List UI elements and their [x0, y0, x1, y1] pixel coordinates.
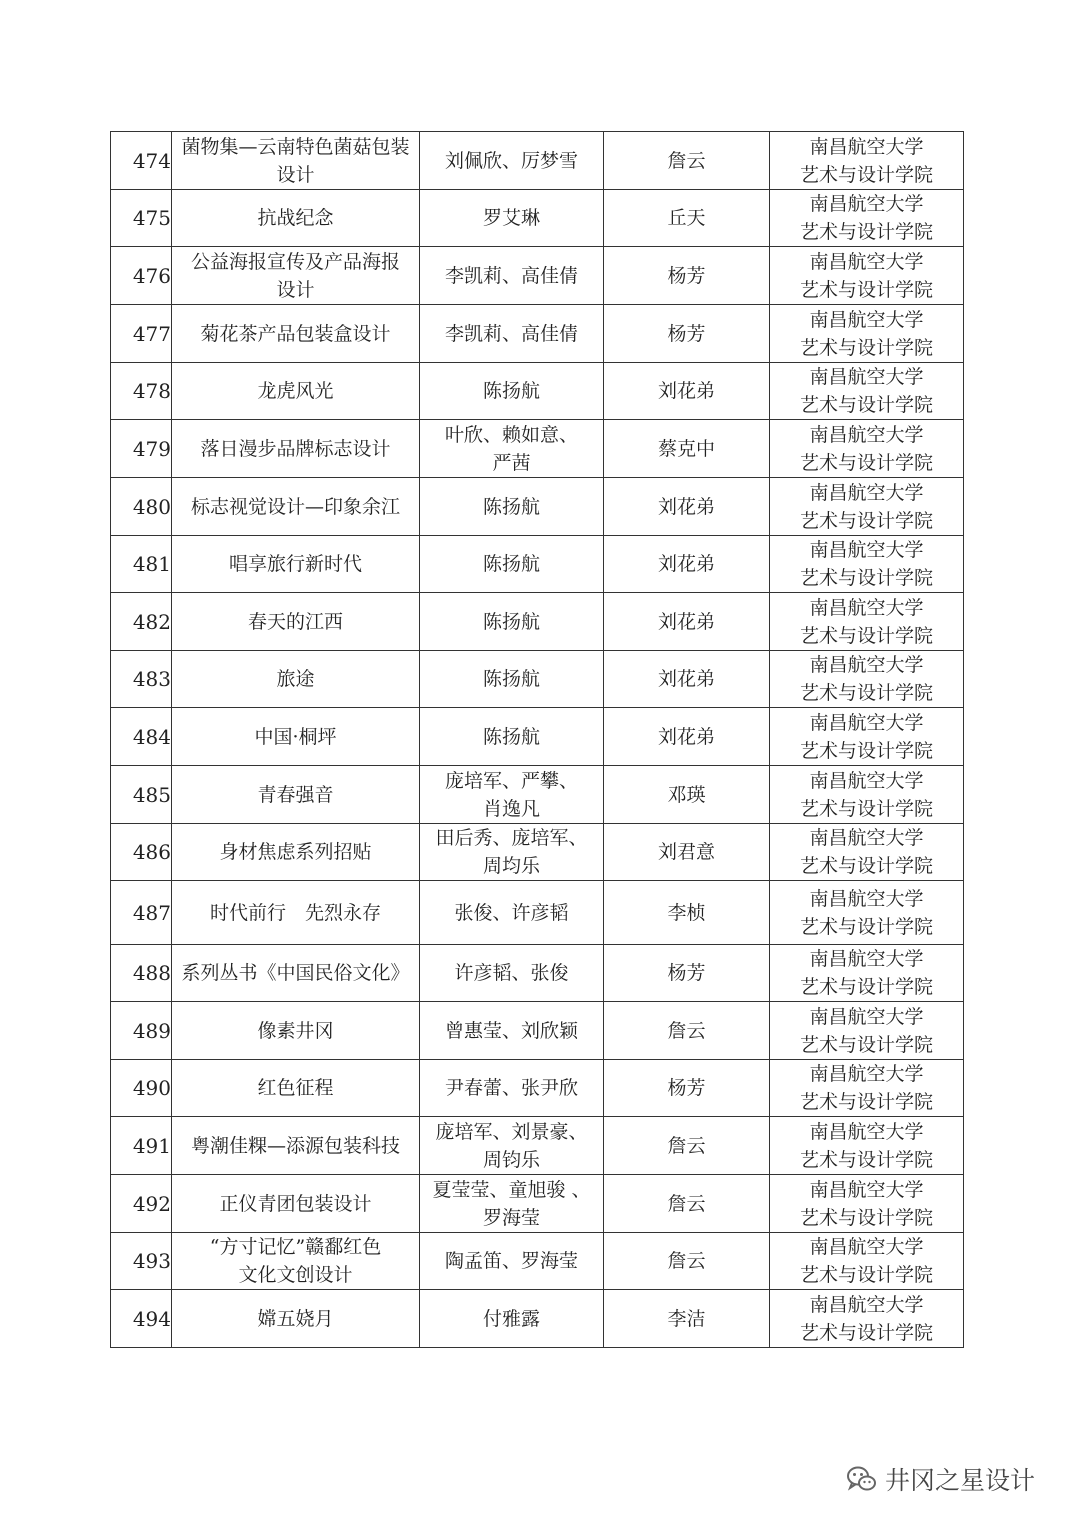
work-title-line: 菌物集—云南特色菌菇包装	[181, 135, 410, 158]
authors-line: 李凯莉、高佳倩	[444, 264, 578, 287]
advisor: 刘花弟	[604, 536, 770, 593]
institution-line: 艺术与设计学院	[799, 163, 933, 186]
row-number: 492	[111, 1175, 172, 1233]
row-number: 488	[111, 945, 172, 1002]
institution-line: 艺术与设计学院	[799, 1264, 933, 1286]
institution-line: 艺术与设计学院	[799, 567, 933, 589]
institution-line: 艺术与设计学院	[799, 451, 933, 474]
institution	[770, 945, 964, 1002]
authors-line: 陶孟笛、罗海莹	[444, 1250, 578, 1272]
institution-line: 南昌航空大学	[809, 539, 924, 561]
row-number: 481	[111, 536, 172, 593]
institution-line: 南昌航空大学	[809, 1293, 924, 1316]
authors	[420, 363, 604, 420]
institution	[770, 1117, 964, 1175]
institution-line: 南昌航空大学	[809, 481, 924, 504]
institution-line: 南昌航空大学	[809, 366, 924, 388]
work-title	[172, 945, 420, 1002]
work-title	[172, 881, 420, 945]
work-title-line: 粤潮佳粿—添源包装科技	[190, 1134, 400, 1157]
advisor: 李桢	[604, 881, 770, 945]
authors-line: 罗海莹	[482, 1206, 540, 1229]
wechat-icon	[845, 1462, 879, 1496]
institution	[770, 881, 964, 945]
work-title-line: 设计	[276, 278, 315, 301]
row-number: 476	[111, 247, 172, 305]
authors-line: 陈扬航	[482, 553, 540, 575]
row-number: 494	[111, 1290, 172, 1348]
work-title	[172, 363, 420, 420]
watermark	[845, 1462, 1035, 1496]
advisor: 杨芳	[604, 247, 770, 305]
work-title	[172, 651, 420, 708]
institution	[770, 132, 964, 190]
work-title	[172, 190, 420, 247]
authors	[420, 536, 604, 593]
work-title-line: 菊花茶产品包装盒设计	[200, 322, 391, 345]
table-row	[111, 363, 964, 420]
authors-line: 肖逸凡	[482, 797, 540, 820]
authors-line: 周均乐	[482, 855, 540, 877]
row-number: 489	[111, 1002, 172, 1060]
institution-line: 艺术与设计学院	[799, 624, 933, 647]
authors-line: 陈扬航	[482, 668, 540, 690]
authors-line: 刘佩欣、厉梦雪	[444, 149, 578, 172]
award-list-table	[110, 131, 964, 1348]
advisor: 刘花弟	[604, 478, 770, 536]
authors-line: 周钧乐	[482, 1148, 540, 1171]
institution-line: 艺术与设计学院	[799, 394, 933, 416]
work-title	[172, 305, 420, 363]
institution	[770, 1290, 964, 1348]
work-title-line: 抗战纪念	[257, 207, 334, 229]
authors-line: 张俊、许彦韬	[454, 901, 569, 924]
institution-line: 南昌航空大学	[809, 887, 924, 910]
authors	[420, 1290, 604, 1348]
advisor: 詹云	[604, 1117, 770, 1175]
institution-line: 艺术与设计学院	[799, 1321, 933, 1344]
institution	[770, 305, 964, 363]
table-row	[111, 1175, 964, 1233]
authors-line: 夏莹莹、童旭骏 、	[432, 1178, 591, 1201]
table-row	[111, 1290, 964, 1348]
row-number: 485	[111, 766, 172, 824]
authors-line: 许彦韬、张俊	[454, 962, 569, 984]
authors	[420, 1117, 604, 1175]
authors	[420, 708, 604, 766]
row-number: 480	[111, 478, 172, 536]
institution	[770, 420, 964, 478]
advisor: 刘君意	[604, 824, 770, 881]
work-title-line: 系列丛书《中国民俗文化》	[181, 962, 410, 984]
table-row	[111, 1060, 964, 1117]
table-row	[111, 766, 964, 824]
authors	[420, 766, 604, 824]
institution-line: 艺术与设计学院	[799, 1033, 933, 1056]
institution	[770, 1060, 964, 1117]
authors-line: 陈扬航	[482, 495, 540, 518]
table-row	[111, 1117, 964, 1175]
work-title-line: 春天的江西	[247, 610, 343, 633]
authors-line: 陈扬航	[482, 725, 540, 748]
authors	[420, 305, 604, 363]
authors	[420, 945, 604, 1002]
advisor: 詹云	[604, 132, 770, 190]
advisor: 杨芳	[604, 1060, 770, 1117]
authors	[420, 190, 604, 247]
advisor: 刘花弟	[604, 363, 770, 420]
work-title	[172, 824, 420, 881]
advisor: 詹云	[604, 1175, 770, 1233]
advisor: 刘花弟	[604, 708, 770, 766]
table-row	[111, 478, 964, 536]
work-title-line: 标志视觉设计—印象余江	[190, 495, 400, 518]
authors-line: 曾惠莹、刘欣颖	[444, 1019, 578, 1042]
institution	[770, 363, 964, 420]
authors	[420, 1233, 604, 1290]
authors-line: 庞培军、严攀、	[444, 769, 578, 792]
institution	[770, 1233, 964, 1290]
institution	[770, 708, 964, 766]
advisor: 蔡克中	[604, 420, 770, 478]
row-number: 474	[111, 132, 172, 190]
work-title	[172, 132, 420, 190]
institution	[770, 190, 964, 247]
advisor: 詹云	[604, 1002, 770, 1060]
advisor: 李洁	[604, 1290, 770, 1348]
institution	[770, 766, 964, 824]
advisor: 詹云	[604, 1233, 770, 1290]
work-title-line: 落日漫步品牌标志设计	[200, 437, 391, 460]
work-title	[172, 1175, 420, 1233]
row-number: 491	[111, 1117, 172, 1175]
institution-line: 南昌航空大学	[809, 1005, 924, 1028]
authors	[420, 881, 604, 945]
institution-line: 艺术与设计学院	[799, 976, 933, 998]
row-number: 490	[111, 1060, 172, 1117]
institution	[770, 651, 964, 708]
table-row	[111, 593, 964, 651]
institution-line: 艺术与设计学院	[799, 855, 933, 877]
institution-line: 南昌航空大学	[809, 711, 924, 734]
work-title-line: 中国·桐坪	[254, 725, 337, 748]
work-title	[172, 708, 420, 766]
work-title-line: 身材焦虑系列招贴	[219, 841, 372, 863]
institution	[770, 536, 964, 593]
institution-line: 艺术与设计学院	[799, 509, 933, 532]
work-title	[172, 1002, 420, 1060]
advisor: 丘天	[604, 190, 770, 247]
advisor: 刘花弟	[604, 651, 770, 708]
institution-line: 艺术与设计学院	[799, 278, 933, 301]
work-title	[172, 247, 420, 305]
institution-line: 南昌航空大学	[809, 596, 924, 619]
table-row	[111, 190, 964, 247]
authors	[420, 593, 604, 651]
work-title	[172, 478, 420, 536]
table-row	[111, 824, 964, 881]
authors-line: 付雅露	[482, 1307, 540, 1330]
table-row	[111, 881, 964, 945]
institution-line: 艺术与设计学院	[799, 336, 933, 359]
work-title-line: 正仪青团包装设计	[219, 1192, 372, 1215]
table-row	[111, 132, 964, 190]
institution	[770, 1175, 964, 1233]
institution-line: 艺术与设计学院	[799, 797, 933, 820]
authors	[420, 651, 604, 708]
table-row	[111, 420, 964, 478]
authors	[420, 1060, 604, 1117]
row-number: 482	[111, 593, 172, 651]
authors	[420, 1175, 604, 1233]
work-title	[172, 1233, 420, 1290]
authors-line: 陈扬航	[482, 610, 540, 633]
table-row	[111, 651, 964, 708]
authors-line: 田后秀、庞培军、	[435, 827, 588, 849]
institution-line: 艺术与设计学院	[799, 915, 933, 938]
institution-line: 南昌航空大学	[809, 1178, 924, 1201]
table-row	[111, 536, 964, 593]
work-title-line: 青春强音	[257, 783, 334, 806]
institution-line: 艺术与设计学院	[799, 1206, 933, 1229]
advisor: 邓瑛	[604, 766, 770, 824]
work-title	[172, 1117, 420, 1175]
authors	[420, 247, 604, 305]
authors	[420, 132, 604, 190]
table-row	[111, 1002, 964, 1060]
row-number: 486	[111, 824, 172, 881]
institution-line: 南昌航空大学	[809, 250, 924, 273]
table-row	[111, 305, 964, 363]
work-title	[172, 536, 420, 593]
work-title-line: 龙虎风光	[257, 380, 334, 402]
watermark-text: 井冈之星设计	[885, 1466, 1036, 1495]
institution-line: 南昌航空大学	[809, 308, 924, 331]
authors-line: 庞培军、刘景豪、	[435, 1120, 588, 1143]
institution	[770, 247, 964, 305]
row-number: 484	[111, 708, 172, 766]
table-row	[111, 708, 964, 766]
institution-line: 南昌航空大学	[809, 1236, 924, 1258]
authors	[420, 478, 604, 536]
institution-line: 南昌航空大学	[809, 135, 924, 158]
work-title-line: 嫦五娆月	[257, 1307, 334, 1330]
work-title-line: 红色征程	[257, 1077, 334, 1099]
row-number: 487	[111, 881, 172, 945]
row-number: 477	[111, 305, 172, 363]
institution	[770, 824, 964, 881]
authors	[420, 1002, 604, 1060]
authors-line: 罗艾琳	[482, 207, 540, 229]
work-title-line: 像素井冈	[257, 1019, 334, 1042]
authors-line: 严茜	[492, 451, 531, 474]
authors	[420, 824, 604, 881]
institution-line: 南昌航空大学	[809, 654, 924, 676]
work-title-line: 唱享旅行新时代	[228, 553, 362, 575]
institution-line: 南昌航空大学	[809, 1120, 924, 1143]
work-title-line: 公益海报宣传及产品海报	[190, 250, 400, 273]
row-number: 478	[111, 363, 172, 420]
institution-line: 南昌航空大学	[809, 769, 924, 792]
institution-line: 艺术与设计学院	[799, 682, 933, 704]
table-body	[111, 132, 964, 1348]
work-title-line: “方寸记忆”赣鄱红色	[209, 1236, 382, 1258]
institution	[770, 593, 964, 651]
advisor: 刘花弟	[604, 593, 770, 651]
institution-line: 艺术与设计学院	[799, 1091, 933, 1113]
work-title-line: 旅途	[276, 668, 315, 690]
authors-line: 叶欣、赖如意、	[444, 423, 578, 446]
authors-line: 尹春蕾、张尹欣	[444, 1077, 578, 1099]
institution-line: 南昌航空大学	[809, 423, 924, 446]
authors	[420, 420, 604, 478]
institution-line: 南昌航空大学	[809, 948, 924, 970]
work-title	[172, 766, 420, 824]
institution-line: 艺术与设计学院	[799, 221, 933, 243]
work-title	[172, 420, 420, 478]
institution-line: 艺术与设计学院	[799, 739, 933, 762]
institution-line: 南昌航空大学	[809, 1063, 924, 1085]
table-row	[111, 247, 964, 305]
row-number: 493	[111, 1233, 172, 1290]
authors-line: 陈扬航	[482, 380, 540, 402]
institution	[770, 1002, 964, 1060]
row-number: 475	[111, 190, 172, 247]
authors-line: 李凯莉、高佳倩	[444, 322, 578, 345]
institution-line: 南昌航空大学	[809, 193, 924, 215]
institution-line: 艺术与设计学院	[799, 1148, 933, 1171]
work-title	[172, 1060, 420, 1117]
row-number: 483	[111, 651, 172, 708]
advisor: 杨芳	[604, 945, 770, 1002]
institution	[770, 478, 964, 536]
work-title-line: 文化文创设计	[238, 1264, 353, 1286]
work-title	[172, 593, 420, 651]
institution-line: 南昌航空大学	[809, 827, 924, 849]
work-title-line: 设计	[276, 163, 315, 186]
advisor: 杨芳	[604, 305, 770, 363]
work-title-line: 时代前行 先烈永存	[209, 901, 381, 924]
work-title	[172, 1290, 420, 1348]
row-number: 479	[111, 420, 172, 478]
table-row	[111, 945, 964, 1002]
table-row	[111, 1233, 964, 1290]
